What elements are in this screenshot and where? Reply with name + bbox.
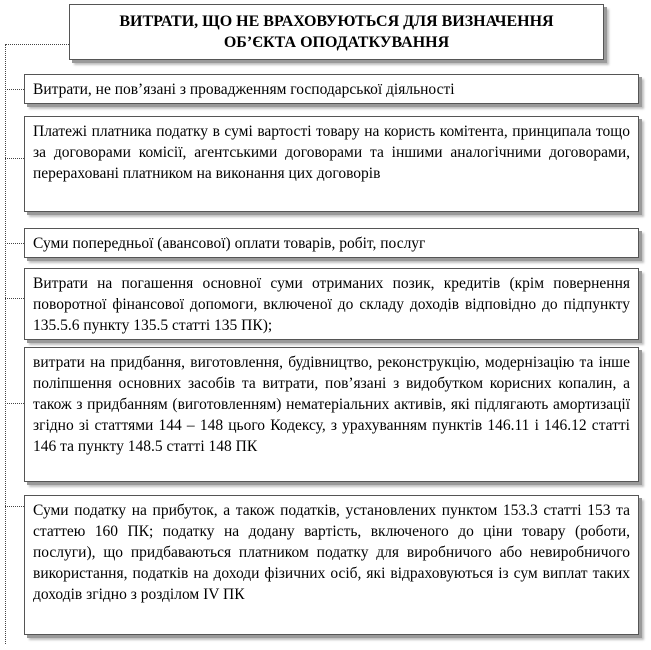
item-box-3: Суми попередньої (авансової) оплати товарів, робіт, послуг [24, 228, 639, 258]
connector-title [5, 44, 69, 45]
item-box-4: Витрати на погашення основної суми отриманих позик, кредитів (крім повернення поворотної фінансової допомоги, включеної до складу доходів відповідно до підпункту 135.5.6 пункту 135.5 статті 135 ПК); [24, 268, 639, 340]
connector-item-6 [5, 506, 24, 507]
connector-item-1 [5, 89, 24, 90]
connector-item-5 [5, 403, 24, 404]
connector-trunk [5, 44, 6, 644]
item-box-6: Суми податку на прибуток, а також податків, установлених пунктом 153.3 статті 153 та статтею 160 ПК; податку на додану вартість, включеного до ціни товару (роботи, послуги), що придбаваються платником податку для виробничого або невиробничого використання, податків на доходи фізичних осіб, які відраховуються із сум виплат таких доходів згідно з розділом IV ПК [24, 495, 639, 635]
item-box-1: Витрати, не пов’язані з провадженням господарської діяльності [24, 74, 639, 104]
connector-item-2 [5, 158, 24, 159]
item-box-2: Платежі платника податку в сумі вартості товару на користь комітента, принципала тощо за договорами комісії, агентськими договорами та іншими аналогічними договорами, перераховані платником на виконання цих договорів [24, 116, 639, 212]
diagram-title: ВИТРАТИ, ЩО НЕ ВРАХОВУЮТЬСЯ ДЛЯ ВИЗНАЧЕННЯ ОБ’ЄКТА ОПОДАТКУВАННЯ [69, 4, 604, 60]
connector-item-3 [5, 243, 24, 244]
connector-item-4 [5, 298, 24, 299]
item-box-5: витрати на придбання, виготовлення, будівництво, реконструкцію, модернізацію та інше поліпшення основних засобів та витрати, пов’язані з видобутком корисних копалин, а також з придбанням (виготовленням) нематеріальних активів, які підлягають амортизації згідно зі статтями 144 – 148 цього Кодексу, з урахуванням пунктів 146.11 і 146.12 статті 146 та пункту 148.5 статті 148 ПК [24, 347, 639, 482]
